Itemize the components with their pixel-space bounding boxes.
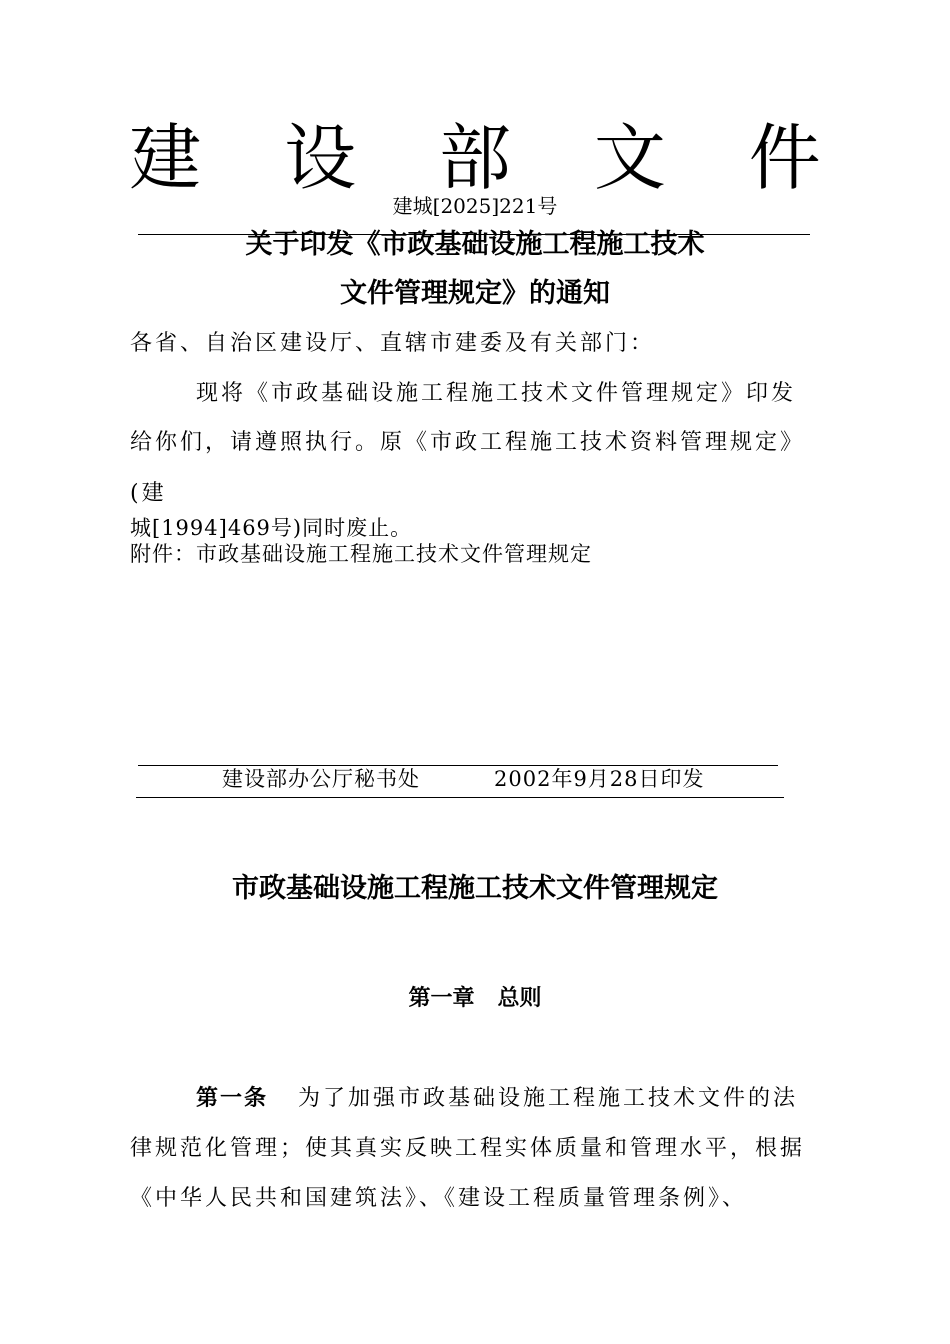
notice-addressee: 各省、自治区建设厅、直辖市建委及有关部门： bbox=[130, 331, 656, 356]
document-number: 建城[2025]221号 bbox=[392, 194, 558, 218]
chapter-title: 第一章 总则 bbox=[408, 986, 542, 1011]
regulation-title: 市政基础设施工程施工技术文件管理规定 bbox=[232, 873, 718, 904]
notice-body-line: 城[1994]469号)同时废止。 bbox=[130, 516, 413, 540]
notice-body-line: 给你们，请遵照执行。原《市政工程施工技术资料管理规定》 bbox=[130, 430, 806, 455]
notice-body-line: (建 bbox=[130, 481, 167, 506]
article-1-line2: 律规范化管理；使其真实反映工程实体质量和管理水平，根据 bbox=[130, 1136, 806, 1161]
article-1-label: 第一条 bbox=[196, 1086, 269, 1111]
footer-top-divider bbox=[138, 765, 778, 766]
footer-date: 2002年9月28日印发 bbox=[494, 767, 705, 791]
notice-body-line: 现将《市政基础设施工程施工技术文件管理规定》印发 bbox=[196, 381, 797, 406]
footer-bottom-divider bbox=[136, 797, 784, 798]
document-header-title: 建 设 部 文 件 bbox=[129, 116, 851, 200]
article-1-text: 为了加强市政基础设施工程施工技术文件的法 bbox=[298, 1086, 799, 1111]
notice-attachment: 附件：市政基础设施工程施工技术文件管理规定 bbox=[130, 542, 592, 566]
notice-title-line1: 关于印发《市政基础设施工程施工技术 bbox=[245, 229, 705, 260]
article-1-line1 bbox=[196, 1085, 798, 1113]
notice-title-line2: 文件管理规定》的通知 bbox=[340, 278, 610, 309]
footer-issuer: 建设部办公厅秘书处 bbox=[222, 767, 420, 791]
article-1-line3: 《中华人民共和国建筑法》、《建设工程质量管理条例》、 bbox=[130, 1186, 748, 1211]
